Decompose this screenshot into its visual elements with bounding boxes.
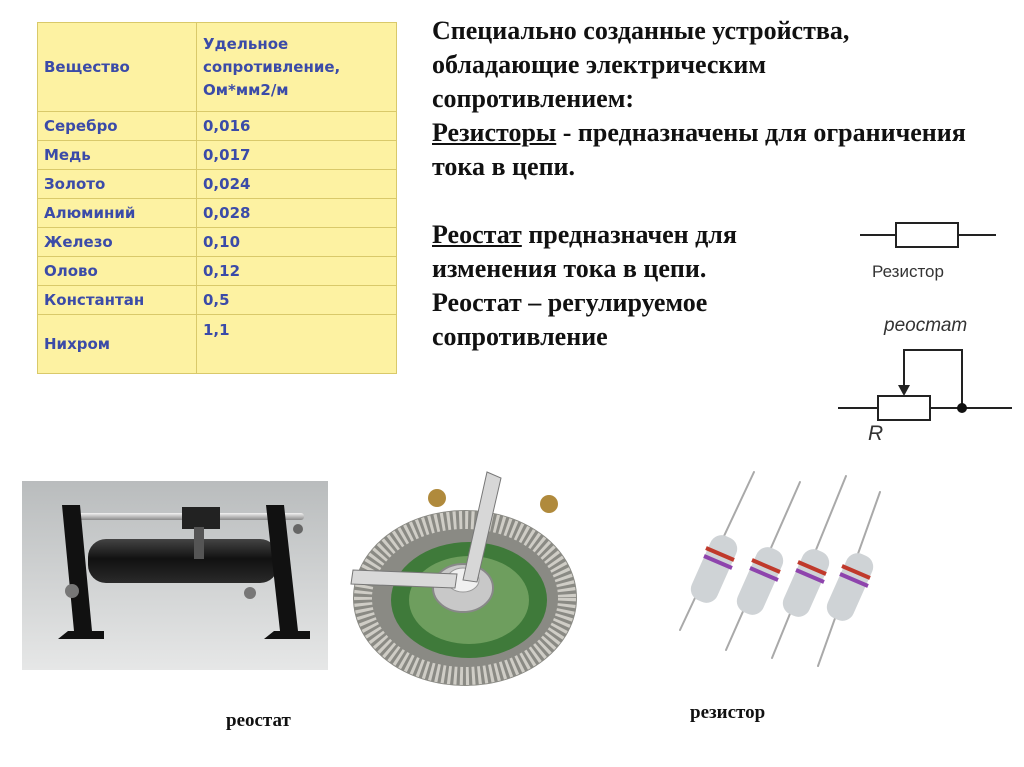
- intro-text: Специально созданные устройства, обладающие электрическим сопротивлением:: [432, 16, 850, 113]
- rheostat-symbol-label: реостат: [884, 315, 968, 336]
- resistors-term: Резисторы: [432, 118, 557, 147]
- row-name: Константан: [38, 286, 197, 315]
- resistor-caption: резистор: [690, 702, 766, 723]
- row-value: 1,1: [197, 315, 397, 374]
- row-value: 0,028: [197, 199, 397, 228]
- row-value: 0,024: [197, 170, 397, 199]
- rheostat-definition: Реостат – регулируемое сопротивление: [432, 288, 708, 351]
- row-name: Железо: [38, 228, 197, 257]
- row-value: 0,12: [197, 257, 397, 286]
- header-substance: Вещество: [38, 23, 197, 112]
- row-name: Медь: [38, 141, 197, 170]
- resistors-photo: [650, 462, 882, 667]
- row-value: 0,016: [197, 112, 397, 141]
- resistivity-table: [37, 22, 397, 374]
- rheostat-photo: [22, 481, 328, 670]
- rheostat-paragraph: [432, 218, 832, 286]
- resistors-paragraph: [432, 116, 972, 184]
- row-value: 0,5: [197, 286, 397, 315]
- slide-text: [432, 14, 972, 354]
- resistors-desc: - предназначены для ограничения тока в цепи.: [432, 118, 966, 181]
- r-symbol-label: R: [868, 422, 884, 445]
- row-name: Серебро: [38, 112, 197, 141]
- rheostat-caption: реостат: [226, 710, 291, 731]
- row-name: Олово: [38, 257, 197, 286]
- row-value: 0,10: [197, 228, 397, 257]
- header-resistivity: Удельное сопротивление, Ом*мм2/м: [197, 23, 397, 112]
- rotary-rheostat-photo: [345, 460, 585, 690]
- row-name: Нихром: [38, 315, 197, 374]
- rheostat-desc: предназначен для изменения тока в цепи.: [432, 220, 737, 283]
- rheostat-term: Реостат: [432, 220, 522, 249]
- row-name: Золото: [38, 170, 197, 199]
- row-value: 0,017: [197, 141, 397, 170]
- rheostat-symbol: [836, 345, 1016, 425]
- resistor-symbol-label: Резистор: [872, 262, 944, 281]
- row-name: Алюминий: [38, 199, 197, 228]
